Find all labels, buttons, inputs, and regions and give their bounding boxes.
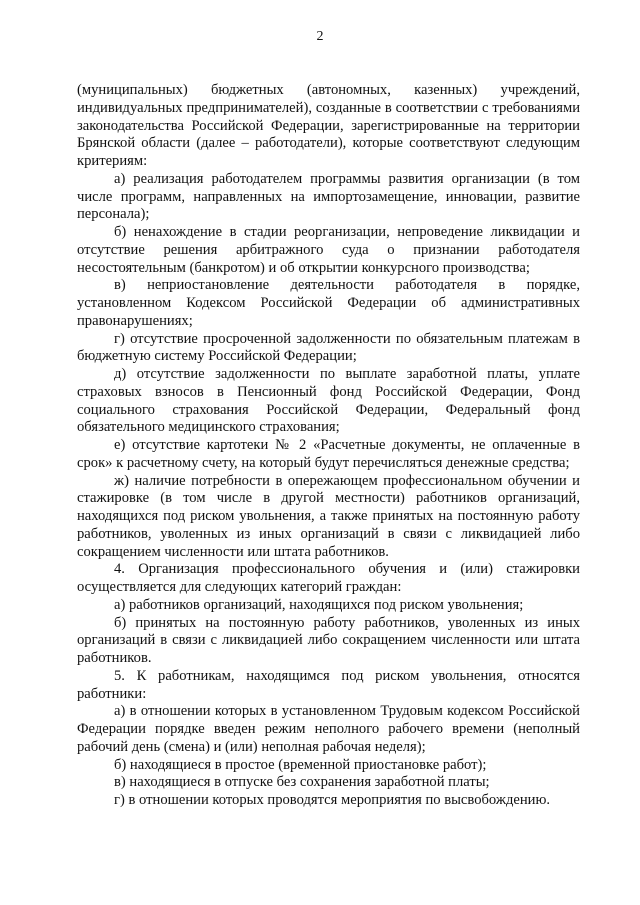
paragraph: (муниципальных) бюджетных (автономных, казенных) учреждений, индивидуальных предпринимателей), созданные в соответствии с требованиями законодательства Российской Федерации, зарегистрированные на территории Брянской области (далее – работодатели), которые соответствуют следующим критериям: bbox=[77, 82, 580, 169]
paragraph: е) отсутствие картотеки № 2 «Расчетные документы, не оплаченные в срок» к расчетному счету, на который будут перечисляться денежные средства; bbox=[77, 437, 580, 471]
document-body bbox=[77, 82, 580, 810]
paragraph: б) принятых на постоянную работу работников, уволенных из иных организаций в связи с ликвидацией либо сокращением численности или штата работников. bbox=[77, 614, 580, 666]
paragraph: б) ненахождение в стадии реорганизации, непроведение ликвидации и отсутствие решения арбитражного суда о признании работодателя несостоятельным (банкротом) и об открытии конкурсного производства; bbox=[77, 224, 580, 276]
paragraph: г) в отношении которых проводятся мероприятия по высвобождению. bbox=[114, 792, 551, 808]
paragraph: д) отсутствие задолженности по выплате заработной платы, уплате страховых взносов в Пенсионный фонд Российской Федерации, Фонд социального страхования Российской Федерации, Федеральный фонд обязательного медицинского страхования; bbox=[77, 366, 580, 436]
paragraph: 4. Организация профессионального обучения и (или) стажировки осуществляется для следующих категорий граждан: bbox=[77, 561, 580, 595]
paragraph: а) реализация работодателем программы развития организации (в том числе программ, направленных на импортозамещение, инновации, развитие персонала); bbox=[77, 170, 580, 223]
page-number: 2 bbox=[316, 29, 324, 44]
paragraph: в) неприостановление деятельности работодателя в порядке, установленном Кодексом Российской Федерации об административных правонарушениях; bbox=[77, 277, 580, 329]
paragraph: ж) наличие потребности в опережающем профессиональном обучении и стажировке (в том числе в другой местности) работников организаций, находящихся под риском увольнения, а также принятых на постоянную работу работников, уволенных из иных организаций в связи с ликвидацией либо сокращением численности или штата работников. bbox=[77, 472, 580, 560]
paragraph: а) в отношении которых в установленном Трудовым кодексом Российской Федерации порядке введен режим неполного рабочего времени (неполный рабочий день (смена) и (или) неполная рабочая неделя); bbox=[77, 703, 580, 755]
paragraph: 5. К работникам, находящимся под риском увольнения, относятся работники: bbox=[77, 667, 580, 702]
paragraph: а) работников организаций, находящихся под риском увольнения; bbox=[114, 596, 524, 613]
paragraph: г) отсутствие просроченной задолженности по обязательным платежам в бюджетную систему Российской Федерации; bbox=[77, 330, 580, 365]
paragraph: б) находящиеся в простое (временной приостановке работ); bbox=[114, 756, 487, 773]
paragraph: в) находящиеся в отпуске без сохранения заработной платы; bbox=[114, 774, 490, 791]
